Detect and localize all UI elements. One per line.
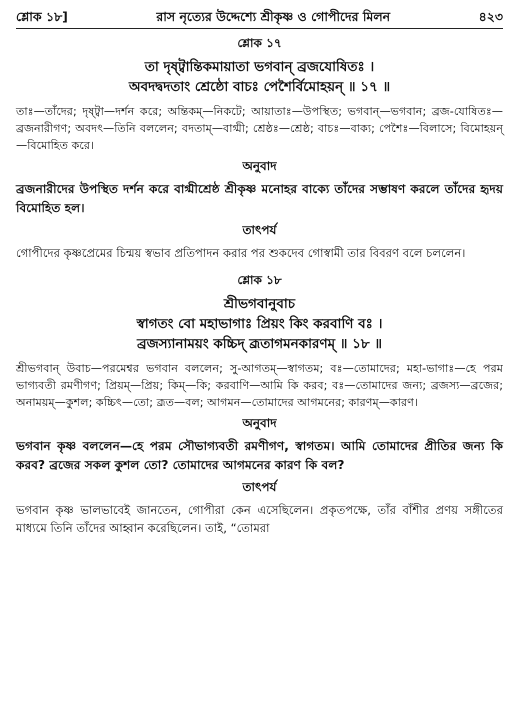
verse-18-label: শ্লোক ১৮ xyxy=(237,273,282,287)
header-chapter-title: রাস নৃত্যের উদ্দেশ্যে শ্রীকৃষ্ণ ও গোপীদের মিলন xyxy=(156,9,391,24)
verse-18-synonyms: শ্রীভগবান্ উবাচ—পরমেশ্বর ভগবান বললেন; সু-আগতম্—স্বাগতম; বঃ—তোমাদের; মহা-ভাগাঃ—হে পরম ভাগ্যবতী রমণীগণ; প্রিয়ম্—প্রিয়; কিম্—কি; করবাণি—আমি কি করব; বঃ—তোমাদের জন্য; ব্রজস্য—ব্রজের; অনাময়ম্—কুশল; কচ্চিৎ—তো; ব্রূত—বল; আগমন—তোমাদের আগমনের; কারণম্—কারণ। xyxy=(16,362,503,409)
verse-18-purport-label: তাৎপর্য xyxy=(242,480,277,494)
verse-18-translation: ভগবান কৃষ্ণ বললেন—হে পরম সৌভাগ্যবতী রমণীগণ, স্বাগতম। আমি তোমাদের প্রীতির জন্য কি করব? ব্রজের সকল কুশল তো? তোমাদের আগমনের কারণ কি বল? xyxy=(16,439,503,472)
verse-18-translation-label: অনুবাদ xyxy=(242,416,277,430)
verse-17-synonyms: তাঃ—তাঁদের; দৃষ্ট্বা—দর্শন করে; অন্তিকম্—নিকটে; আয়াতাঃ—উপস্থিত; ভগবান্—ভগবান; ব্রজ-যোষিতঃ—ব্রজনারীগণ; অবদৎ—তিনি বললেন; বদতাম্—বাগ্মী; শ্রেষ্ঠঃ—শ্রেষ্ঠ; বাচঃ—বাক্য; পেশৈঃ—বিলাসে; বিমোহয়ন্—বিমোহিত করে। xyxy=(16,105,503,152)
verse-18-section xyxy=(16,272,503,537)
verse-18-speaker: শ্রীভগবানুবাচ xyxy=(223,296,296,312)
verse-18-purport: ভগবান কৃষ্ণ ভালভাবেই জানতেন, গোপীরা কেন এসেছিলেন। প্রকৃতপক্ষে, তাঁর বাঁশীর প্রণয় সঙ্গীতের মাধ্যমে তিনি তাঁদের আহ্বান করেছিলেন। তাই, “তোমরা xyxy=(16,503,503,535)
verse-18-line-2: ব্রজস্যানাময়ং কচ্চিদ্ ব্রূতাগমনকারণম্ ॥ ১৮ ॥ xyxy=(136,336,382,352)
page-number: ৪২৩ xyxy=(478,9,503,24)
verse-18-line-1: স্বাগতং বো মহাভাগাঃ প্রিয়ং কিং করবাণি বঃ । xyxy=(136,316,383,332)
header-rule xyxy=(16,28,503,29)
verse-17-translation-label: অনুবাদ xyxy=(242,159,277,173)
verse-17-purport-label: তাৎপর্য xyxy=(242,223,277,237)
running-header xyxy=(16,6,503,28)
verse-17-purport: গোপীদের কৃষ্ণপ্রেমের চিন্ময় স্বভাব প্রতিপাদন করার পর শুকদেব গোস্বামী তার বিবরণ বলে চললেন। xyxy=(16,246,466,260)
header-verse-ref: শ্লোক ১৮] xyxy=(16,9,68,24)
verse-17-line-1: তা দৃষ্ট্বান্তিকমায়াতা ভগবান্ ব্রজযোষিতঃ । xyxy=(144,59,375,75)
verse-17-section xyxy=(16,35,503,262)
verse-17-translation: ব্রজনারীদের উপস্থিত দর্শন করে বাগ্মীশ্রেষ্ঠ শ্রীকৃষ্ণ মনোহর বাক্যে তাঁদের সম্ভাষণ করলে তাঁদের হৃদয় বিমোহিত হল। xyxy=(16,182,503,215)
verse-17-line-2: অবদদ্বদতাং শ্রেষ্ঠো বাচঃ পেশৈর্বিমোহয়ন্ ॥ ১৭ ॥ xyxy=(128,79,391,95)
verse-17-label: শ্লোক ১৭ xyxy=(237,36,282,50)
